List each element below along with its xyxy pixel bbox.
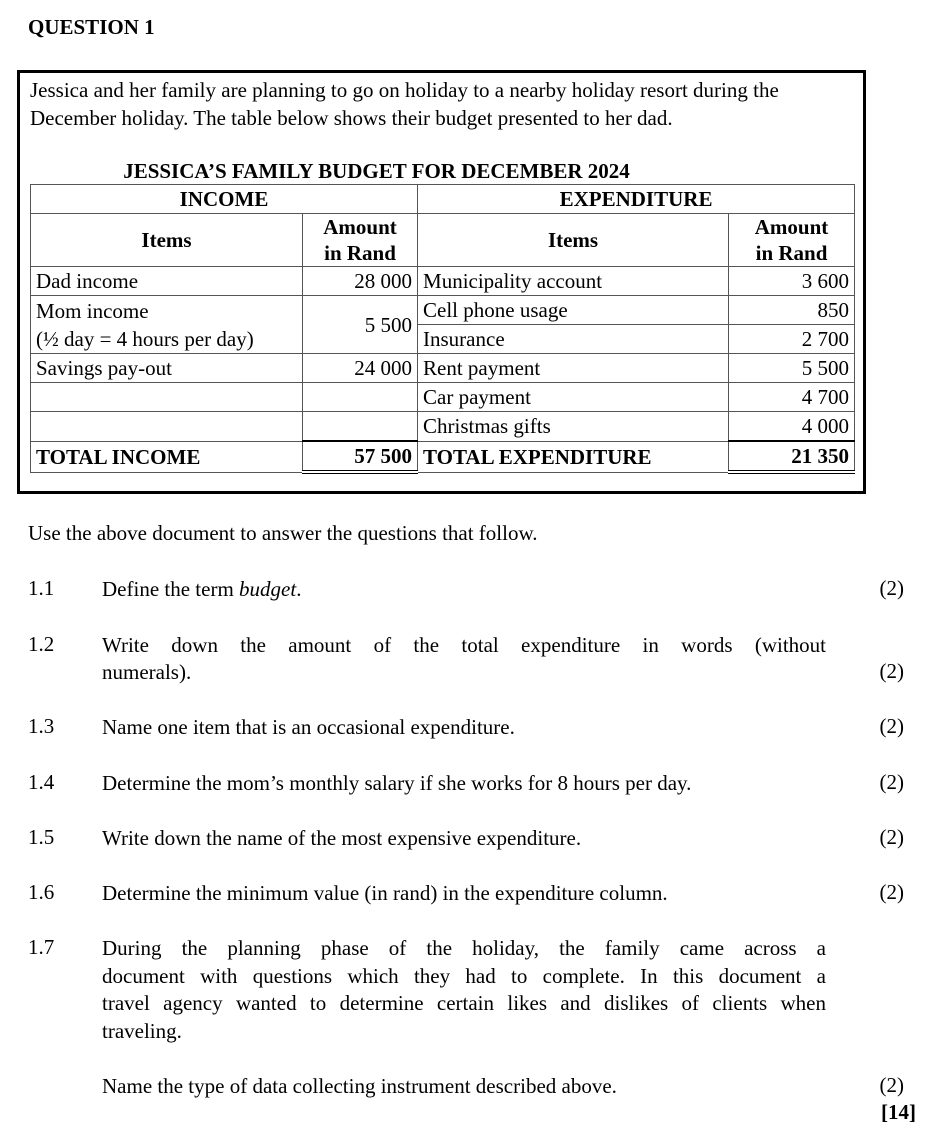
expenditure-amount: 3 600 [729, 267, 855, 296]
table-row [31, 267, 855, 296]
budget-table [30, 184, 855, 474]
expenditure-amount: 4 700 [729, 383, 855, 412]
empty-cell [303, 412, 418, 442]
expenditure-item: Christmas gifts [418, 412, 729, 442]
amount-label-line1: Amount [754, 215, 829, 239]
question-number: 1.6 [28, 880, 55, 904]
question-text-post: . [296, 577, 302, 601]
expenditure-item: Municipality account [418, 267, 729, 296]
income-item: Dad income [31, 267, 303, 296]
amount-label-line2: in Rand [755, 241, 828, 265]
question-marks: (2) [879, 880, 904, 904]
question-heading: QUESTION 1 [28, 15, 155, 39]
question-number: 1.4 [28, 770, 55, 794]
expenditure-amount-header [729, 214, 855, 267]
total-marks: [14] [881, 1100, 916, 1124]
question-text-line1: During the planning phase of the holiday, the family came across a [102, 936, 826, 960]
income-items-header: Items [31, 214, 303, 267]
question-number: 1.1 [28, 576, 55, 600]
question-marks: (2) [879, 1073, 904, 1097]
column-header-row [31, 214, 855, 267]
question-text-line2: document with questions which they had to complete. In this document a [102, 964, 826, 988]
section-header-row [31, 185, 855, 214]
expenditure-item: Cell phone usage [418, 296, 729, 325]
table-row [31, 412, 855, 442]
income-item [31, 296, 303, 354]
amount-label-line1: Amount [323, 215, 397, 239]
expenditure-item: Car payment [418, 383, 729, 412]
table-row [31, 383, 855, 412]
question-text-pre: Define the term [102, 577, 240, 601]
total-expenditure-label: TOTAL EXPENDITURE [418, 441, 729, 472]
empty-cell [31, 383, 303, 412]
expenditure-items-header: Items [418, 214, 729, 267]
income-amount: 5 500 [303, 296, 418, 354]
income-item: Savings pay-out [31, 354, 303, 383]
income-item-line1: Mom income [36, 298, 149, 323]
expenditure-amount: 2 700 [729, 325, 855, 354]
question-text: Determine the minimum value (in rand) in the expenditure column. [102, 881, 668, 905]
totals-row [31, 441, 855, 472]
table-title: JESSICA’S FAMILY BUDGET FOR DECEMBER 2024 [123, 159, 630, 183]
table-row [31, 354, 855, 383]
total-income-label: TOTAL INCOME [31, 441, 303, 472]
question-number: 1.5 [28, 825, 55, 849]
income-item-line2: (½ day = 4 hours per day) [36, 326, 254, 351]
income-amount-header [303, 214, 418, 267]
question-text-line1: Write down the amount of the total expenditure in words (without [102, 633, 826, 657]
question-marks: (2) [879, 714, 904, 738]
question-text [102, 576, 826, 603]
scenario-intro: Jessica and her family are planning to go on holiday to a nearby holiday resort during the December holiday. The table below shows their budget presented to her dad. [30, 78, 779, 130]
empty-cell [303, 383, 418, 412]
question-marks: (2) [879, 576, 904, 600]
total-income-value: 57 500 [303, 441, 418, 472]
income-amount: 24 000 [303, 354, 418, 383]
expenditure-item: Insurance [418, 325, 729, 354]
expenditure-amount: 850 [729, 296, 855, 325]
question-marks: (2) [879, 825, 904, 849]
expenditure-item: Rent payment [418, 354, 729, 383]
question-text-emphasis: budget [239, 577, 297, 601]
question-marks: (2) [879, 770, 904, 794]
total-expenditure-value: 21 350 [729, 441, 855, 472]
instruction-text: Use the above document to answer the questions that follow. [28, 521, 538, 545]
question-number: 1.2 [28, 632, 55, 656]
question-text: Write down the name of the most expensive expenditure. [102, 826, 582, 850]
expenditure-header: EXPENDITURE [418, 185, 855, 214]
income-amount: 28 000 [303, 267, 418, 296]
expenditure-amount: 4 000 [729, 412, 855, 442]
question-number: 1.7 [28, 935, 55, 959]
question-text: Name one item that is an occasional expenditure. [102, 715, 515, 739]
question-marks: (2) [879, 659, 904, 683]
table-row [31, 296, 855, 325]
question-text: Determine the mom’s monthly salary if she works for 8 hours per day. [102, 771, 692, 795]
expenditure-amount: 5 500 [729, 354, 855, 383]
income-header: INCOME [31, 185, 418, 214]
question-text-line3: travel agency wanted to determine certain likes and dislikes of clients when [102, 991, 826, 1015]
amount-label-line2: in Rand [324, 241, 396, 265]
question-text-line4: traveling. [102, 1019, 182, 1043]
question-subtext: Name the type of data collecting instrument described above. [102, 1074, 617, 1098]
budget-scenario-box [17, 70, 866, 494]
question-number: 1.3 [28, 714, 55, 738]
question-text-line2: numerals). [102, 660, 192, 684]
empty-cell [31, 412, 303, 442]
